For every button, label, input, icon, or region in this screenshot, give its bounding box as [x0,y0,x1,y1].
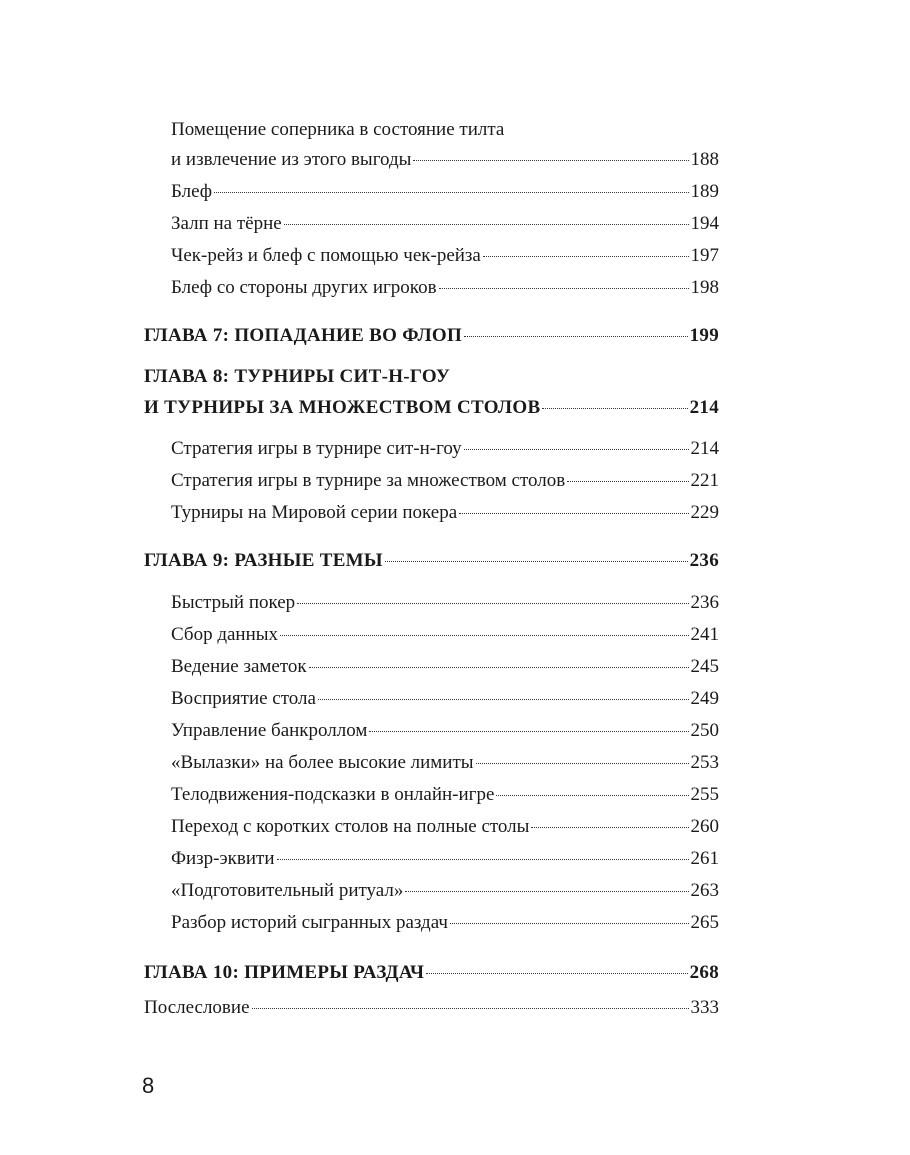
toc-entry-title: «Вылазки» на более высокие лимиты [171,752,474,773]
toc-entry-title: Управление банкроллом [171,720,368,741]
toc-entry[interactable] [171,212,719,236]
dot-leader [476,763,689,764]
toc-entry[interactable] [171,879,719,903]
dot-leader [284,224,689,225]
dot-leader [214,192,688,193]
toc-entry[interactable] [171,783,719,807]
toc-entry-title: Быстрый покер [171,592,296,613]
toc-entry-title: Физр-эквити [171,848,275,869]
page-number: 8 [142,1073,155,1098]
toc-entry-page: 188 [690,149,719,170]
dot-leader [542,408,687,409]
dot-leader [385,561,688,562]
toc-entry-page: 263 [690,880,719,901]
dot-leader [450,923,689,924]
toc-entry[interactable] [144,996,719,1020]
toc-entry-page: 221 [690,470,719,491]
toc-entry-page: 261 [690,848,719,869]
toc-chapter-entry[interactable] [144,324,719,348]
toc-entry-title: Телодвижения-подсказки в онлайн-игре [171,784,495,805]
toc-entry-line1: Помещение соперника в состояние тилта [171,119,505,140]
toc-entry-title: Стратегия игры в турнире за множеством столов [171,470,566,491]
toc-entry-title: Восприятие стола [171,688,316,709]
toc-entry-page: 189 [690,181,719,202]
toc-entry-page: 241 [690,624,719,645]
toc-entry-title: Блеф со стороны других игроков [171,277,437,298]
toc-entry[interactable] [171,501,719,525]
dot-leader [464,449,689,450]
toc-entry-page: 253 [690,752,719,773]
toc-entry[interactable] [171,655,719,679]
toc-entry-title: Разбор историй сыгранных раздач [171,912,448,933]
toc-entry-title: Сбор данных [171,624,279,645]
dot-leader [496,795,688,796]
toc-entry-title: Блеф [171,181,213,202]
toc-entry[interactable] [171,911,719,935]
toc-entry-title: «Подготовительный ритуал» [171,880,404,901]
dot-leader [318,699,689,700]
toc-chapter-title: ГЛАВА 7: ПОПАДАНИЕ ВО ФЛОП [144,325,463,346]
dot-leader [483,256,689,257]
toc-entry[interactable] [171,148,719,172]
toc-entry[interactable] [171,276,719,300]
toc-entry[interactable] [171,437,719,461]
toc-entry[interactable] [171,623,719,647]
toc-entry-page: 236 [690,592,719,613]
toc-entry[interactable] [171,815,719,839]
toc-chapter-line1: ГЛАВА 8: ТУРНИРЫ СИТ-Н-ГОУ [144,366,451,387]
toc-chapter-entry[interactable] [144,961,719,985]
dot-leader [464,336,688,337]
toc-entry-page: 197 [690,245,719,266]
dot-leader [297,603,688,604]
toc-entry[interactable] [171,687,719,711]
dot-leader [459,513,688,514]
toc-entry-page: 236 [689,550,719,571]
toc-entry-page: 260 [690,816,719,837]
dot-leader [309,667,689,668]
toc-chapter-title: И ТУРНИРЫ ЗА МНОЖЕСТВОМ СТОЛОВ [144,397,541,418]
toc-entry-page: 250 [690,720,719,741]
toc-entry[interactable] [171,719,719,743]
toc-entry[interactable] [171,847,719,871]
dot-leader [413,160,688,161]
toc-entry-page: 194 [690,213,719,234]
dot-leader [280,635,688,636]
dot-leader [252,1008,689,1009]
toc-entry-page: 249 [690,688,719,709]
dot-leader [277,859,689,860]
toc-entry-title: Залп на тёрне [171,213,282,234]
toc-entry-page: 198 [690,277,719,298]
toc-entry[interactable] [171,180,719,204]
toc-entry[interactable] [171,751,719,775]
dot-leader [405,891,688,892]
toc-entry-title: Чек-рейз и блеф с помощью чек-рейза [171,245,481,266]
toc-entry-title: Стратегия игры в турнире сит-н-гоу [171,438,462,459]
toc-entry-page: 214 [690,438,719,459]
toc-entry[interactable] [171,591,719,615]
toc-entry-title: Турниры на Мировой серии покера [171,502,458,523]
toc-entry-page: 333 [690,997,719,1018]
toc-chapter-entry[interactable] [144,549,719,573]
dot-leader [531,827,688,828]
dot-leader [439,288,689,289]
toc-chapter-entry[interactable] [144,396,719,420]
toc-chapter-title: ГЛАВА 9: РАЗНЫЕ ТЕМЫ [144,550,383,571]
toc-chapter-title: ГЛАВА 10: ПРИМЕРЫ РАЗДАЧ [144,962,425,983]
dot-leader [567,481,688,482]
toc-entry-title: Ведение заметок [171,656,307,677]
toc-entry-page: 265 [690,912,719,933]
dot-leader [426,973,687,974]
toc-entry-page: 229 [690,502,719,523]
toc-entry-page: 255 [690,784,719,805]
toc-entry-page: 214 [689,397,719,418]
dot-leader [369,731,688,732]
toc-entry-page: 199 [689,325,719,346]
toc-entry-title: Послесловие [144,997,250,1018]
toc-entry-page: 268 [689,962,719,983]
toc-entry-title: Переход с коротких столов на полные столы [171,816,530,837]
toc-entry[interactable] [171,244,719,268]
toc-entry[interactable] [171,469,719,493]
toc-entry-page: 245 [690,656,719,677]
toc-entry-title: и извлечение из этого выгоды [171,149,412,170]
